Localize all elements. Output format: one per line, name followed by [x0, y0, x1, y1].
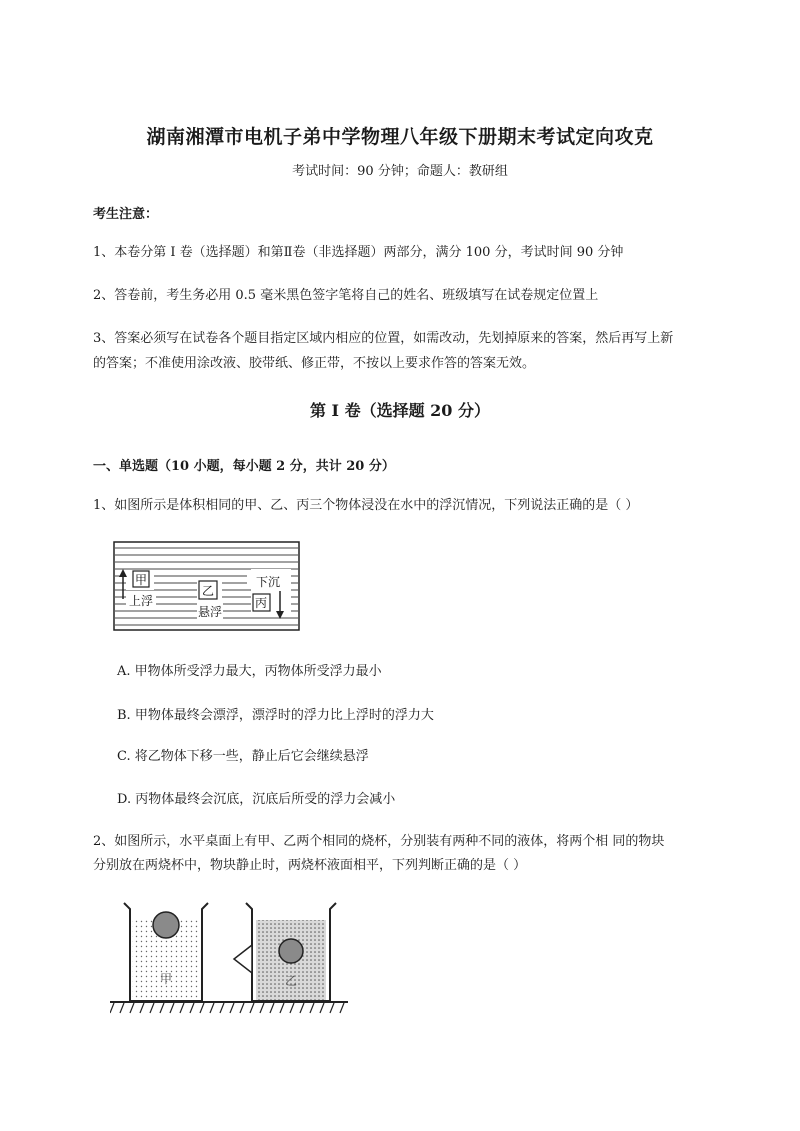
exam-subtitle: 考试时间：90 分钟；命题人：教研组: [292, 164, 508, 179]
question-2-figure: [110, 895, 348, 1015]
part-heading: 一、单选题（10 小题，每小题 2 分，共计 20 分）: [93, 459, 395, 474]
figure-label-float-up: 上浮: [128, 594, 154, 608]
question-2-stem-line-2: 分别放在两烧杯中，物块静止时，两烧杯液面相平，下列判断正确的是（ ）: [93, 858, 527, 873]
exam-title: 湖南湘潭市电机子弟中学物理八年级下册期末考试定向攻克: [146, 126, 654, 148]
notice-item-1: 1、本卷分第 I 卷（选择题）和第Ⅱ卷（非选择题）两部分，满分 100 分，考试时间 90 分钟: [93, 245, 624, 260]
beaker-label-yi: 乙: [284, 974, 298, 988]
figure-label-jia: 甲: [134, 573, 148, 587]
q1-option-d: D. 丙物体最终会沉底，沉底后所受的浮力会减小: [117, 792, 396, 807]
notice-item-3-line-1: 3、答案必须写在试卷各个题目指定区域内相应的位置，如需改动，先划掉原来的答案，然后再写上新: [93, 331, 674, 346]
question-1-figure: [113, 541, 300, 631]
q1-option-c: C. 将乙物体下移一些，静止后它会继续悬浮: [117, 749, 369, 764]
notice-item-2: 2、答卷前，考生务必用 0.5 毫米黑色签字笔将自己的姓名、班级填写在试卷规定位置上: [93, 288, 599, 303]
figure-label-sink: 下沉: [255, 575, 281, 589]
question-2-stem-line-1: 2、如图所示，水平桌面上有甲、乙两个相同的烧杯，分别装有两种不同的液体，将两个相 同的物块: [93, 834, 665, 849]
beaker-label-jia: 甲: [159, 972, 173, 986]
section-title: 第 I 卷（选择题 20 分）: [309, 401, 491, 420]
figure-label-bing: 丙: [254, 596, 268, 610]
figure-label-suspend: 悬浮: [197, 605, 223, 619]
q1-option-b: B. 甲物体最终会漂浮，漂浮时的浮力比上浮时的浮力大: [117, 708, 434, 723]
notice-item-3-line-2: 的答案；不准使用涂改液、胶带纸、修正带，不按以上要求作答的答案无效。: [93, 356, 536, 371]
figure-label-yi: 乙: [201, 584, 215, 598]
notice-heading: 考生注意：: [93, 207, 159, 222]
q1-option-a: A. 甲物体所受浮力最大，丙物体所受浮力最小: [117, 664, 382, 679]
question-1-stem: 1、如图所示是体积相同的甲、乙、丙三个物体浸没在水中的浮沉情况，下列说法正确的是（ ）: [93, 498, 639, 513]
